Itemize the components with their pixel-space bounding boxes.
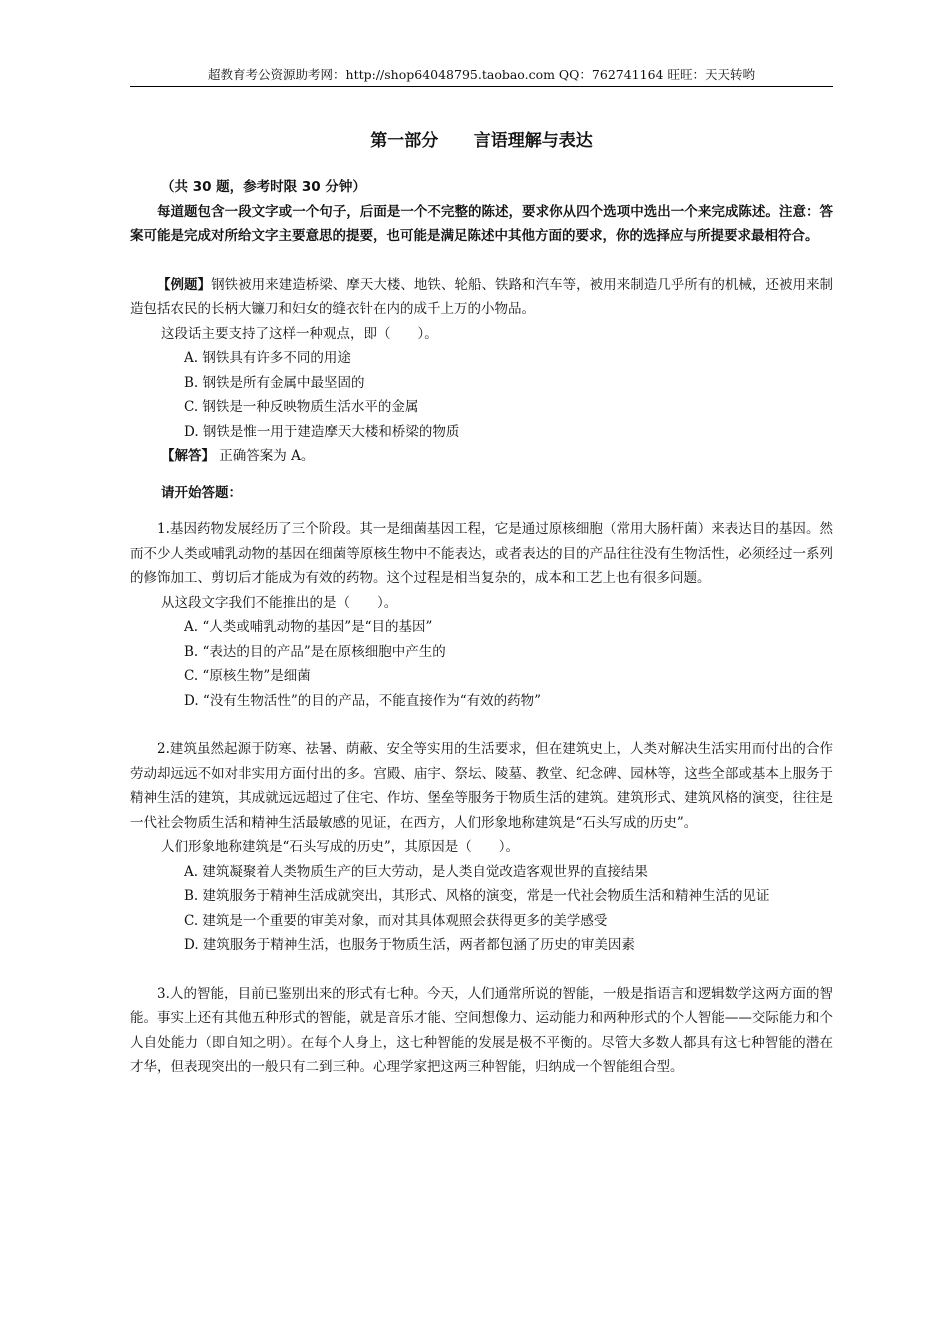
example-question: 这段话主要支持了这样一种观点，即（ ）。	[161, 325, 438, 342]
question-1-passage: 1.基因药物发展经历了三个阶段。其一是细菌基因工程，它是通过原核细胞（常用大肠杆菌）来表达目的基因。然而不少人类或哺乳动物的基因在细菌等原核生物中不能表达，或者表达的目的产品往往没有生物活性，必须经过一系列的修饰加工、剪切后才能成为有效的药物。这个过程是相当复杂的，成本和工艺上也有很多问题。	[130, 521, 833, 586]
spacer	[130, 713, 833, 737]
spacer	[130, 249, 833, 273]
document-body	[130, 175, 833, 1080]
instructions: 每道题包含一段文字或一个句子，后面是一个不完整的陈述，要求你从四个选项中选出一个来完成陈述。注意：答案可能是完成对所给文字主要意思的提要，也可能是满足陈述中其他方面的要求，你的选择应与所提要求最相符合。	[130, 203, 833, 244]
start-label: 请开始答题：	[161, 484, 242, 501]
spacer	[130, 958, 833, 982]
question-2-option-d: D. 建筑服务于精神生活，也服务于物质生活，两者都包涵了历史的审美因素	[184, 937, 635, 953]
answer-label: 【解答】	[161, 448, 215, 464]
example-option-d: D. 钢铁是惟一用于建造摩天大楼和桥梁的物质	[184, 423, 460, 440]
question-2-option-a: A. 建筑凝聚着人类物质生产的巨大劳动，是人类自觉改造客观世界的直接结果	[184, 863, 648, 880]
example-label: 【例题】	[157, 276, 212, 293]
spacer	[130, 469, 833, 481]
page-title: 第一部分 言语理解与表达	[370, 131, 593, 151]
example-answer	[130, 444, 833, 469]
question-2-stem: 人们形象地称建筑是“石头写成的历史”，其原因是（ ）。	[161, 839, 520, 855]
question-2-passage: 2.建筑虽然起源于防寒、祛暑、荫蔽、安全等实用的生活要求，但在建筑史上，人类对解决生活实用而付出的合作劳动却远远不如对非实用方面付出的多。宫殿、庙宇、祭坛、陵墓、教堂、纪念碑、园林等，这些全部或基本上服务于精神生活的建筑，其成就远远超过了住宅、作坊、堡垒等服务于物质生活的建筑。建筑形式、建筑风格的演变，往往是一代社会物质生活和精神生活最敏感的见证，在西方，人们形象地称建筑是“石头写成的历史”。	[130, 741, 833, 831]
header-rule	[130, 86, 833, 87]
question-2-option-b: B. 建筑服务于精神生活成就突出，其形式、风格的演变，常是一代社会物质生活和精神生活的见证	[184, 888, 770, 904]
question-3-passage: 3.人的智能，目前已鉴别出来的形式有七种。今天，人们通常所说的智能，一般是指语言和逻辑数学这两方面的智能。事实上还有其他五种形式的智能，就是音乐才能、空间想像力、运动能力和两种形式的个人智能——交际能力和个人自处能力（即自知之明）。在每个人身上，这七种智能的发展是极不平衡的。尽管大多数人都具有这七种智能的潜在才华，但表现突出的一般只有二到三种。心理学家把这两三种智能，归纳成一个智能组合型。	[130, 985, 833, 1075]
question-1-option-d: D. “没有生物活性”的目的产品，不能直接作为“有效的药物”	[184, 692, 542, 709]
question-1-option-c: C. “原核生物”是细菌	[184, 668, 311, 684]
answer-text: 正确答案为 A。	[219, 448, 315, 464]
question-1-stem: 从这段文字我们不能推出的是（ ）。	[161, 594, 398, 611]
question-1-option-b: B. “表达的目的产品”是在原核细胞中产生的	[184, 643, 446, 660]
question-2-option-c: C. 建筑是一个重要的审美对象，而对其具体观照会获得更多的美学感受	[184, 912, 608, 929]
page-header: 超教育考公资源助考网：http://shop64048795.taobao.com QQ：762741164 旺旺：天天转哟	[208, 67, 755, 82]
spacer	[130, 505, 833, 517]
question-count-note: （共 30 题，参考时限 30 分钟）	[161, 179, 366, 195]
example-option-c: C. 钢铁是一种反映物质生活水平的金属	[184, 399, 419, 415]
question-1-option-a: A. “人类或哺乳动物的基因”是“目的基因”	[184, 619, 433, 635]
example-passage	[130, 273, 833, 322]
example-passage-text: 钢铁被用来建造桥梁、摩天大楼、地铁、轮船、铁路和汽车等，被用来制造几乎所有的机械，还被用来制造包括农民的长柄大镰刀和妇女的缝衣针在内的成千上万的小物品。	[130, 276, 834, 317]
example-option-b: B. 钢铁是所有金属中最坚固的	[184, 374, 365, 391]
example-option-a: A. 钢铁具有许多不同的用途	[184, 350, 351, 366]
